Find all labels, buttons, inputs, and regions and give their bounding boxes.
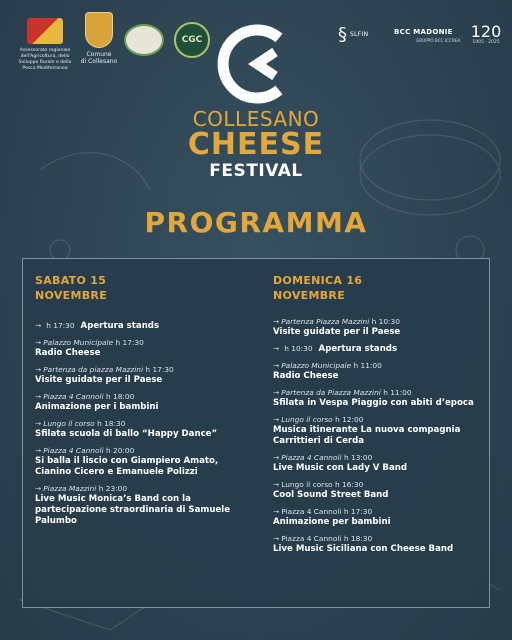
- event-title: Cool Sound Street Band: [273, 490, 389, 500]
- event-meta: [273, 534, 485, 544]
- arrow-icon: →: [273, 317, 280, 326]
- event-location: Partenza da Piazza Mazzini: [281, 388, 381, 397]
- programme-panel: [22, 258, 490, 608]
- event-meta: [35, 446, 257, 456]
- event-time: h 17:30: [343, 507, 373, 516]
- arrow-icon: →: [273, 361, 280, 370]
- arrow-icon: →: [273, 480, 280, 489]
- event-item: [273, 317, 485, 338]
- event-title: Visite guidate per il Paese: [273, 327, 401, 337]
- sicily-caption: Assessorato regionale dell'Agricoltura, dello Sviluppo Rurale e della Pesca Mediterranea: [18, 48, 72, 71]
- event-title: Apertura stands: [318, 344, 398, 354]
- event-meta: [35, 321, 257, 332]
- arrow-icon: →: [273, 415, 280, 424]
- day-title-line-2: NOVEMBRE: [273, 289, 346, 302]
- event-location: Piazza 4 Cannoli: [43, 446, 104, 455]
- bcc-sub-text: GRUPPO BCC ICCREA: [416, 38, 461, 43]
- event-title: Apertura stands: [80, 321, 160, 331]
- event-time: h 16:30: [334, 480, 364, 489]
- arrow-icon: →: [35, 446, 42, 455]
- day-column-sunday: [273, 273, 485, 561]
- event-meta: [273, 388, 485, 398]
- anniversary-number: 120: [470, 22, 502, 41]
- event-item: [273, 388, 485, 409]
- event-item: [273, 534, 485, 555]
- event-location: Partenza da piazza Mazzini: [43, 365, 144, 374]
- collesano-caption-1: Comune: [86, 51, 112, 58]
- event-title: Live Music Siciliana con Cheese Band: [273, 544, 454, 554]
- event-time: h 18:00: [105, 392, 135, 401]
- event-time: h 11:00: [383, 388, 412, 397]
- event-meta: [273, 480, 485, 490]
- brand-line-collesano: COLLESANO: [192, 107, 320, 131]
- arrow-icon: →: [35, 484, 42, 493]
- event-item: [35, 365, 257, 386]
- event-time: h 17:30: [115, 338, 144, 347]
- event-item: [273, 361, 485, 382]
- arrow-icon: →: [35, 419, 42, 428]
- event-list: [35, 321, 257, 527]
- arrow-icon: →: [273, 453, 280, 462]
- arrow-icon: →: [35, 321, 42, 330]
- event-meta: [273, 361, 485, 371]
- event-time: h 11:00: [353, 361, 382, 370]
- day-title: [273, 273, 383, 303]
- event-title: Sfilata scuola di ballo “Happy Dance”: [35, 429, 218, 439]
- brand-line-festival: FESTIVAL: [209, 161, 303, 181]
- event-meta: [35, 365, 257, 375]
- event-item: [273, 480, 485, 501]
- event-item: [35, 484, 257, 527]
- event-time: h 18:30: [97, 419, 126, 428]
- festival-c-logo-icon: [217, 22, 295, 106]
- day-title-line-1: DOMENICA 16: [273, 274, 363, 287]
- festival-brand: [0, 22, 512, 182]
- page-title: PROGRAMMA: [144, 206, 368, 239]
- arrow-icon: →: [35, 338, 42, 347]
- event-time: h 17:30: [145, 365, 174, 374]
- event-title: Live Music con Lady V Band: [273, 463, 408, 473]
- event-time: h 18:30: [343, 534, 373, 543]
- cgc-logo: CGC: [174, 22, 210, 58]
- arrow-icon: →: [273, 344, 280, 353]
- day-column-saturday: [35, 273, 257, 533]
- event-time: h 20:00: [105, 446, 135, 455]
- event-meta: [273, 415, 485, 425]
- event-item: [35, 419, 257, 440]
- event-meta: [35, 338, 257, 348]
- event-item: [35, 446, 257, 478]
- anniversary-years: 1905 · 2025: [472, 40, 500, 45]
- event-location: Piazza Mazzini: [43, 484, 97, 493]
- event-location: Piazza 4 Cannoli: [43, 392, 104, 401]
- event-location: Lungo il corso: [43, 419, 95, 428]
- brand-line-cheese: CHEESE: [187, 127, 325, 162]
- event-meta: [35, 392, 257, 402]
- event-item: [273, 344, 485, 355]
- event-title: Animazione per bambini: [273, 517, 391, 527]
- arrow-icon: →: [35, 392, 42, 401]
- event-time: h 13:00: [343, 453, 373, 462]
- event-item: [35, 392, 257, 413]
- event-location: Palazzo Municipale: [281, 361, 352, 370]
- event-item: [35, 338, 257, 359]
- event-location: Piazza 4 Cannoli: [281, 453, 342, 462]
- event-time: h 10:30: [371, 317, 400, 326]
- day-title-line-1: SABATO 15: [35, 274, 107, 287]
- event-meta: [273, 344, 485, 355]
- event-list: [273, 317, 485, 555]
- event-title: Live Music Monica’s Band con la partecipazione straordinaria di Samuele Palumbo: [35, 494, 231, 526]
- day-title-line-2: NOVEMBRE: [35, 289, 108, 302]
- event-title: Radio Cheese: [273, 371, 339, 381]
- event-location: Partenza Piazza Mazzini: [281, 317, 370, 326]
- event-location: Palazzo Municipale: [43, 338, 114, 347]
- event-meta: [273, 507, 485, 517]
- collesano-caption-2: di Collesano: [80, 58, 118, 65]
- event-item: [273, 453, 485, 474]
- arrow-icon: →: [273, 388, 280, 397]
- event-item: [273, 507, 485, 528]
- bcc-main-text: BCC MADONIE: [394, 28, 453, 36]
- event-time: h 12:00: [335, 415, 364, 424]
- event-time: h 17:30: [46, 321, 75, 330]
- day-title: [35, 273, 145, 303]
- event-item: [273, 415, 485, 447]
- arrow-icon: →: [273, 507, 280, 516]
- arrow-icon: →: [35, 365, 42, 374]
- event-title: Radio Cheese: [35, 348, 101, 358]
- event-time: h 23:00: [98, 484, 128, 493]
- event-meta: [35, 484, 257, 494]
- event-title: Animazione per i bambini: [35, 402, 159, 412]
- event-title: Si balla il liscio con Giampiero Amato, Cianino Cicero e Emanuele Polizzi: [35, 456, 219, 477]
- event-title: Visite guidate per il Paese: [35, 375, 163, 385]
- event-title: Musica itinerante La nuova compagnia Carrittieri di Cerda: [273, 425, 461, 446]
- arrow-icon: →: [273, 534, 280, 543]
- event-location: Piazza 4 Cannoli: [281, 507, 342, 516]
- event-meta: [35, 419, 257, 429]
- event-meta: [273, 317, 485, 327]
- slfin-text: SLFIN: [350, 30, 369, 38]
- event-time: h 10:30: [284, 344, 313, 353]
- event-item: [35, 321, 257, 332]
- event-title: Sfilata in Vespa Piaggio con abiti d’epoca: [273, 398, 474, 408]
- event-meta: [273, 453, 485, 463]
- slfin-mark-icon: §: [338, 23, 347, 45]
- event-location: Piazza 4 Cannoli: [281, 534, 342, 543]
- event-location: Lungo il corso: [281, 480, 333, 489]
- event-location: Lungo il corso: [281, 415, 333, 424]
